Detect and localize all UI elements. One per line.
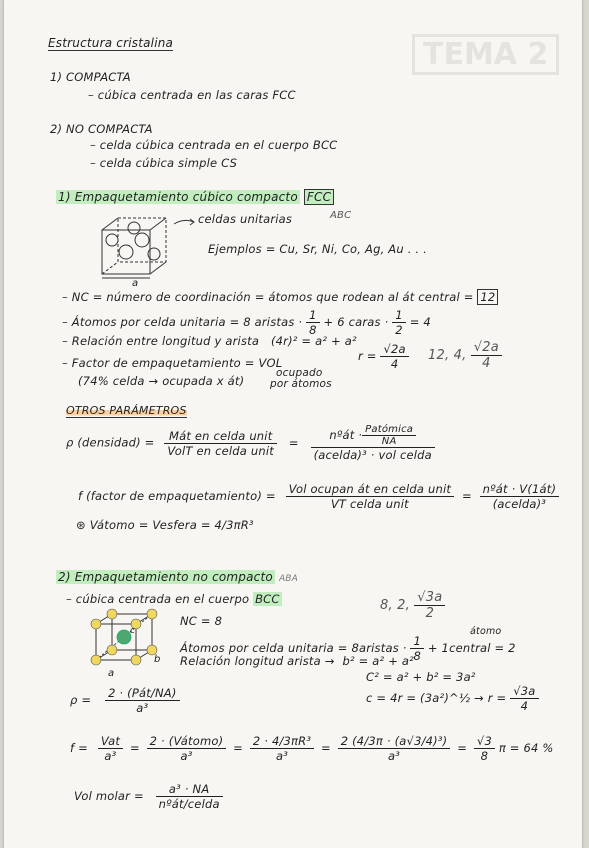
density-den1: VolT en celda unit (167, 443, 274, 458)
density-eq: = (288, 435, 299, 450)
packing-den1: VT celda unit (330, 497, 409, 511)
bcc-r-num: √3a (510, 684, 538, 699)
vatomo-note: ⊛ Vátomo = Vesfera = 4/3πR³ (76, 518, 254, 532)
bcc-f-end: π = 64 % (498, 741, 554, 755)
bcc-relation-eq2: C² = a² + b² = 3a² (366, 670, 476, 684)
type-compact-sub: – cúbica centrada en las caras FCC (88, 88, 296, 102)
bcc-f3-den: a³ (275, 749, 289, 763)
arrow-icon (172, 216, 196, 228)
fcc-packing-line2: (74% celda → ocupada x át) (78, 374, 245, 388)
page-title: Estructura cristalina (48, 36, 174, 50)
bcc-density-frac (105, 686, 180, 715)
fcc-side-note (428, 340, 502, 371)
density-lhs: ρ (densidad) = (66, 435, 155, 450)
bcc-relation-eq3-text: c = 4r = (3a²)^½ → r = (366, 691, 507, 705)
density-frac2 (311, 424, 435, 462)
type-noncompact: 2) NO COMPACTA (50, 122, 153, 136)
type-noncompact-sub2: – celda cúbica simple CS (90, 156, 238, 170)
bcc-atoms-frac-den: 8 (413, 649, 421, 663)
density-num2 (311, 424, 435, 448)
bcc-sub (66, 592, 282, 606)
bcc-label-c: c (130, 626, 136, 636)
bcc-density-lhs: ρ = (70, 693, 92, 707)
fcc-frac-half-den: 2 (395, 323, 403, 337)
packing-den2: (acelda)³ (492, 497, 547, 511)
fcc-frac-half-num: 1 (392, 308, 406, 323)
fcc-heading-text: 1) Empaquetamiento cúbico compacto (58, 190, 298, 204)
fcc-heading (56, 190, 334, 204)
fcc-side-text: 12, 4, (428, 348, 467, 363)
bcc-atoms-rest: + 1central = 2 (427, 641, 516, 655)
fcc-packing (62, 356, 282, 370)
bcc-label-a: a (108, 668, 115, 679)
bcc-density-den: a³ (136, 701, 149, 715)
bcc-f3 (250, 734, 314, 763)
fcc-packing-ocupado: ocupado (276, 367, 323, 379)
packing-eq: = (461, 489, 472, 503)
fcc-r-frac (380, 342, 408, 371)
ghost-tema-box: TEMA 2 (412, 34, 559, 75)
bcc-packing (70, 734, 554, 763)
bcc-f4-num: 2 (4/3π · (a√3/4)³) (338, 734, 451, 749)
fcc-examples: Ejemplos = Cu, Sr, Ni, Co, Ag, Au . . . (208, 242, 427, 256)
fcc-frac-eighth-den: 8 (309, 323, 317, 337)
fcc-r-num: √2a (380, 342, 408, 357)
density-frac1 (164, 429, 277, 458)
density-num2-a: nºát · (329, 428, 363, 442)
fcc-atoms-mid: + 6 caras · (323, 315, 389, 329)
density-inner-num: Patómica (362, 424, 416, 436)
bcc-relation-eq1: b² = a² + a² (342, 654, 414, 668)
density-inner-den: NA (381, 436, 397, 447)
bcc-density-num: 2 · (Pát/NA) (105, 686, 180, 701)
packing-num2: nºát · V(1át) (480, 482, 560, 497)
bcc-aba: ABA (278, 574, 299, 584)
bcc-f1 (98, 734, 123, 763)
molar-volume (74, 782, 223, 811)
bcc-side-frac (414, 590, 445, 621)
fcc-cube-label: a (132, 278, 139, 289)
bcc-f5-num: √3 (474, 734, 495, 749)
bcc-side-num: √3a (414, 590, 445, 606)
molar-volume-lhs: Vol molar = (74, 789, 144, 803)
bcc-eq3: = (321, 741, 331, 755)
fcc-atoms (62, 308, 431, 337)
otros-heading (66, 404, 187, 417)
bcc-atoms-text: Átomos por celda unitaria = 8aristas · (180, 641, 407, 655)
packing-frac2 (480, 482, 560, 511)
otros-heading-text: OTROS PARÁMETROS (66, 404, 187, 417)
bcc-label-b: b (154, 654, 161, 665)
fcc-frac-eighth (306, 308, 320, 337)
fcc-tag: FCC (304, 189, 334, 205)
bcc-f5 (474, 734, 495, 763)
bcc-tag: BCC (255, 592, 280, 606)
bcc-f5-den: 8 (480, 749, 489, 763)
bcc-r-den: 4 (520, 699, 529, 713)
fcc-atoms-end: = 4 (409, 315, 431, 329)
packing-num1: Vol ocupan át en celda unit (286, 482, 455, 497)
bcc-f2-den: a³ (180, 749, 193, 763)
fcc-relation-eq: (4r)² = a² + a² (270, 334, 357, 348)
fcc-r-lhs: r = (358, 349, 377, 363)
bcc-atomo-note: átomo (470, 626, 502, 637)
type-noncompact-sub1: – celda cúbica centrada en el cuerpo BCC (90, 138, 338, 152)
fcc-atoms-text: – Átomos por celda unitaria = 8 aristas · (62, 315, 303, 329)
notebook-page (4, 0, 582, 848)
bcc-density (70, 686, 180, 715)
bcc-relation-text: Relación longitud arista → (180, 654, 335, 668)
bcc-f2-num: 2 · (Vátomo) (147, 734, 227, 749)
bcc-sub-text: – cúbica centrada en el cuerpo (66, 592, 250, 606)
type-compact: 1) COMPACTA (50, 70, 131, 84)
fcc-relation-text: – Relación entre longitud y arista (62, 334, 260, 348)
molar-volume-den: nºát/celda (158, 797, 220, 811)
fcc-side-frac (471, 340, 502, 371)
bcc-side-text: 8, 2, (380, 598, 410, 613)
bcc-r-frac (510, 684, 538, 713)
bcc-f1-den: a³ (104, 749, 117, 763)
fcc-packing-atomos: por átomos (270, 378, 332, 390)
bcc-eq2: = (233, 741, 243, 755)
bcc-f4 (338, 734, 451, 763)
fcc-packing-vol: VOL (258, 356, 283, 370)
fcc-relation (62, 334, 357, 348)
density-inner-frac (362, 424, 416, 447)
fcc-cube-diagram (92, 212, 182, 282)
fcc-cells-label: celdas unitarias (198, 212, 293, 226)
bcc-heading (56, 570, 298, 584)
bcc-nc: NC = 8 (180, 614, 223, 628)
density-num1: Mát en celda unit (164, 429, 277, 444)
bcc-side-den: 2 (425, 606, 435, 621)
bcc-relation (180, 654, 414, 668)
fcc-frac-half (392, 308, 406, 337)
bcc-f1-num: Vat (98, 734, 123, 749)
fcc-nc (62, 290, 498, 304)
fcc-packing-text: – Factor de empaquetamiento = (62, 356, 255, 370)
bcc-side-note (380, 590, 445, 621)
bcc-eq1: = (129, 741, 140, 755)
fcc-nc-text: – NC = número de coordinación = átomos que rodean al át central = (62, 290, 474, 304)
molar-volume-frac (156, 782, 223, 811)
fcc-r-formula (358, 342, 409, 371)
packing-lhs: f (factor de empaquetamiento) = (78, 489, 276, 503)
fcc-r-den: 4 (390, 357, 399, 371)
bcc-eq4: = (457, 741, 468, 755)
bcc-f2 (147, 734, 227, 763)
fcc-abc: ABC (330, 210, 352, 221)
packing-formula (78, 482, 559, 511)
fcc-nc-value: 12 (477, 289, 498, 305)
bcc-f4-den: a³ (388, 749, 401, 763)
bcc-relation-eq3 (366, 684, 539, 713)
packing-frac1 (286, 482, 455, 511)
density-den2: (aceldа)³ · vol celda (313, 448, 432, 462)
bcc-atoms-frac-num: 1 (410, 634, 424, 649)
bcc-heading-text: 2) Empaquetamiento no compacto (58, 570, 273, 584)
density-formula (66, 424, 435, 462)
bcc-packing-lhs: f = (70, 741, 88, 755)
fcc-frac-eighth-num: 1 (306, 308, 320, 323)
fcc-side-num: √2a (471, 340, 502, 356)
molar-volume-num: a³ · NA (156, 782, 223, 797)
fcc-side-den: 4 (482, 356, 491, 371)
bcc-f3-num: 2 · 4/3πR³ (250, 734, 314, 749)
